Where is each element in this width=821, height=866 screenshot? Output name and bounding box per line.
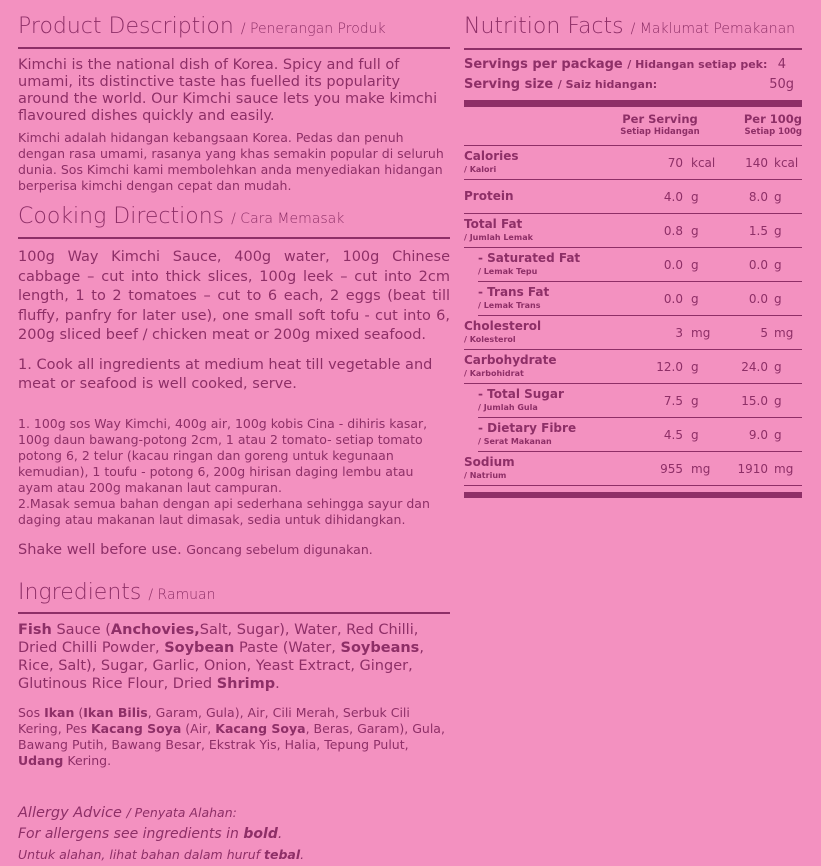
per-100g-value: 0.0: [748, 291, 768, 306]
allergen-soybean: Soybean: [164, 639, 235, 656]
per-serving-value: 4.5: [663, 427, 683, 442]
allergen-ikan-bilis: Ikan Bilis: [83, 704, 148, 720]
nutrient-name-ms: / Lemak Tepu: [478, 266, 538, 276]
ingredient-text: (: [74, 704, 84, 720]
nutrient-name-ms: / Natrium: [464, 470, 507, 480]
per-100g-unit: mg: [774, 461, 794, 476]
header-per-serving: [598, 113, 732, 139]
per-serving-unit: mg: [691, 325, 711, 340]
nutrient-name-ms: / Karbohidrat: [464, 368, 524, 378]
allergen-soybeans: Soybeans: [340, 639, 420, 656]
heading-en: Nutrition Facts: [464, 14, 624, 39]
heading-en: Product Description: [18, 14, 234, 39]
heading-ms: / Cara Memasak: [231, 211, 345, 227]
per-100g-value: 1910: [737, 461, 768, 476]
nutrient-name: - Dietary Fibre: [478, 420, 577, 435]
nutrition-row: [464, 180, 802, 214]
nutrition-facts-panel: [464, 12, 802, 498]
per-serving-unit: g: [691, 291, 699, 306]
ingredient-text: Sauce (: [51, 621, 111, 638]
servings-label-ms: / Hidangan setiap pek:: [627, 58, 768, 71]
per-serving-value: 3: [675, 325, 683, 340]
ingredient-text: .: [275, 675, 280, 692]
allergy-bold: bold: [243, 825, 278, 842]
per-serving-unit: g: [691, 359, 699, 374]
allergen-kacang-soya: Kacang Soya: [90, 720, 182, 736]
cooking-ms: 1. 100g sos Way Kimchi, 400g air, 100g kobis Cina - dihiris kasar, 100g daun bawang-potong 2cm, 1 atau 2 tomato- setiap tomato potong 6, 2 telur (kacau ringan dan goreng untuk kegunaan kemudian), 1 toufu - potong 6, 200g hirisan daging lembu atau ayam atau 200g makanan laut campuran.: [18, 415, 428, 495]
per-serving-value: 7.5: [663, 393, 683, 408]
per-serving-value: 12.0: [656, 359, 683, 374]
header-blank: [464, 113, 598, 139]
allergen-udang: Udang: [18, 752, 64, 768]
allergen-kacang-soya: Kacang Soya: [215, 720, 306, 736]
description-en: Kimchi is the national dish of Korea. Spicy and full of umami, its distinctive taste has fuelled its popularity around the world. Our Kimchi sauce lets you make kimchi flavoured dishes quickly and easily.: [18, 57, 438, 124]
per-serving-value: 70: [667, 155, 683, 170]
allergy-en: [18, 823, 450, 845]
nutrition-row: [478, 418, 802, 452]
per-100g-value: 24.0: [741, 359, 768, 374]
per-serving-value: 0.0: [663, 257, 683, 272]
shake-note: [18, 542, 450, 558]
nutrient-name-ms: / Lemak Trans: [478, 300, 541, 310]
header-per-100g: [732, 113, 802, 139]
nutrition-row: [464, 214, 802, 248]
cooking-step-en: 1. Cook all ingredients at medium heat till vegetable and meat or seafood is well cooked, serve.: [18, 356, 433, 392]
nutrient-name: - Saturated Fat: [478, 250, 581, 265]
heading-ms: / Penerangan Produk: [240, 21, 386, 37]
per-100g-value: 9.0: [748, 427, 768, 442]
nutrient-name-cell: [464, 150, 598, 176]
per-100g-value: 5: [760, 325, 768, 340]
description-ms: Kimchi adalah hidangan kebangsaan Korea. Pedas dan penuh dengan rasa umami, rasanya yang khas semakin popular di seluruh dunia. Sos Kimchi kami membolehkan anda menyediakan hidangan berperisa kimchi dengan cepat dan mudah.: [18, 130, 444, 193]
ingredient-text: Sos: [18, 704, 45, 720]
ingredient-text: (Air,: [181, 720, 216, 736]
servings-label-en: Servings per package: [464, 57, 623, 72]
allergy-text: .: [300, 846, 305, 862]
nutrient-name-cell: [464, 190, 598, 203]
allergy-ms: [18, 845, 450, 865]
nutrient-name: Protein: [464, 189, 514, 203]
allergy-text: Untuk alahan, lihat bahan dalam huruf: [18, 846, 264, 862]
servings-label: [464, 56, 767, 74]
nutrient-name-ms: / Serat Makanan: [478, 436, 552, 446]
nutrient-name: Cholesterol: [464, 318, 542, 333]
nutrition-row: [464, 316, 802, 350]
nutrient-name-ms: / Jumlah Gula: [478, 402, 538, 412]
bottom-thick-divider: [464, 492, 802, 498]
nutrition-heading: [464, 12, 802, 50]
ingredients-ms: [18, 705, 450, 769]
per-100g-unit: g: [774, 189, 782, 204]
nutrient-name-ms: / Kolesterol: [464, 334, 516, 344]
per-100g-value: 8.0: [748, 189, 768, 204]
header-per-serving-ms: Setiap Hidangan: [620, 127, 700, 137]
allergy-title-ms: / Penyata Alahan:: [126, 804, 237, 820]
allergen-ikan: Ikan: [44, 704, 75, 720]
per-serving-unit: g: [691, 393, 699, 408]
header-per-100g-ms: Setiap 100g: [744, 127, 802, 137]
size-value: 50g: [769, 77, 794, 92]
per-100g-value: 140: [745, 155, 768, 170]
per-serving-value: 955: [660, 461, 683, 476]
nutrient-name: - Trans Fat: [478, 284, 550, 299]
nutrient-name: - Total Sugar: [478, 386, 564, 401]
per-serving-value: 4.0: [663, 189, 683, 204]
nutrient-name: Total Fat: [464, 216, 523, 231]
per-serving-value: 0.0: [663, 291, 683, 306]
thick-divider: [464, 100, 802, 107]
per-serving-value: 0.8: [663, 223, 683, 238]
product-description-heading: [18, 12, 450, 49]
left-column: [18, 12, 450, 865]
ingredient-text: , Rice, Salt), Sugar, Garlic, Onion, Yeast Extract, Ginger, Glutinous Rice Flour, Dried: [18, 639, 424, 692]
nutrition-row: [478, 248, 802, 282]
per-100g-value: 15.0: [741, 393, 768, 408]
heading-ms: / Maklumat Pemakanan: [630, 21, 796, 37]
per-100g-unit: g: [774, 427, 782, 442]
cooking-directions-heading: [18, 202, 450, 239]
heading-en: Cooking Directions: [18, 204, 225, 229]
size-label: [464, 76, 657, 94]
size-label-ms: / Saiz hidangan:: [557, 78, 658, 91]
heading-ms: / Ramuan: [148, 586, 216, 603]
nutrient-name: Sodium: [464, 454, 515, 469]
allergy-heading: [18, 803, 450, 823]
per-serving-unit: g: [691, 189, 699, 204]
per-100g-unit: g: [774, 359, 782, 374]
nutrition-row: [464, 146, 802, 180]
nutrient-name-cell: [464, 218, 598, 244]
nutrition-row: [464, 350, 802, 384]
allergen-anchovies: Anchovies,: [110, 621, 200, 638]
per-serving-unit: g: [691, 427, 699, 442]
header-per-serving-en: Per Serving: [622, 112, 698, 126]
nutrition-row: [478, 384, 802, 418]
ingredients-heading: [18, 578, 450, 614]
ingredient-text: , Beras, Garam), Gula, Bawang Putih, Bawang Besar, Ekstrak Yis, Halia, Tepung Pulut,: [18, 720, 445, 752]
per-serving-unit: g: [691, 257, 699, 272]
ingredients-en: [18, 621, 450, 693]
per-serving-unit: kcal: [691, 155, 716, 170]
per-100g-value: 0.0: [748, 257, 768, 272]
nutrient-name-ms: / Jumlah Lemak: [464, 232, 533, 242]
nutrient-name-cell: [464, 320, 598, 346]
nutrient-name: Carbohydrate: [464, 352, 557, 367]
shake-ms: Goncang sebelum digunakan.: [186, 541, 373, 557]
allergy-advice: [18, 803, 450, 865]
nutrient-name-cell: [478, 286, 598, 312]
size-label-en: Serving size: [464, 77, 554, 92]
nutrient-name-cell: [478, 422, 598, 448]
nutrition-row: [464, 452, 802, 486]
per-100g-unit: g: [774, 223, 782, 238]
header-per-100g-en: Per 100g: [743, 112, 802, 126]
per-serving-unit: g: [691, 223, 699, 238]
servings-per-package: [464, 56, 802, 74]
per-100g-unit: g: [774, 291, 782, 306]
nutrient-name-cell: [478, 388, 598, 414]
ingredient-text: , Garam, Gula), Air, Cili Merah, Serbuk Cili Kering, Pes: [18, 704, 410, 736]
ingredient-text: Paste (Water,: [234, 639, 341, 656]
cooking-step-ms: 2.Masak semua bahan dengan api sederhana sehingga sayur dan daging atau makanan laut dimasak, sedia untuk dihidangkan.: [18, 495, 430, 527]
ingredient-text: Salt, Sugar), Water, Red Chilli, Dried Chilli Powder,: [18, 621, 419, 656]
allergy-bold: tebal: [263, 846, 301, 862]
cooking-ingredients-en: 100g Way Kimchi Sauce, 400g water, 100g Chinese cabbage – cut into thick slices, 100g leek – cut into 2cm length, 1 to 2 tomatoes – cut to 6 each, 2 eggs (beat till fluffy, panfry for later use), one small soft tofu - cut into 6, 200g sliced beef / chicken meat or 200g mixed seafood.: [18, 249, 450, 343]
nutrient-name-ms: / Kalori: [464, 164, 497, 174]
nutrient-name-cell: [464, 456, 598, 482]
allergen-shrimp: Shrimp: [216, 675, 276, 692]
allergen-fish: Fish: [18, 621, 52, 638]
allergy-title: Allergy Advice: [18, 804, 122, 821]
servings-value: 4: [777, 57, 786, 72]
per-100g-unit: g: [774, 393, 782, 408]
allergy-text: .: [277, 825, 283, 842]
heading-en: Ingredients: [18, 579, 142, 605]
shake-en: Shake well before use.: [18, 541, 182, 558]
per-100g-unit: g: [774, 257, 782, 272]
nutrition-rows: [464, 146, 802, 486]
ingredient-text: Kering.: [63, 752, 112, 768]
per-100g-unit: mg: [774, 325, 794, 340]
per-serving-unit: mg: [691, 461, 711, 476]
allergy-text: For allergens see ingredients in: [18, 825, 244, 842]
per-100g-value: 1.5: [748, 223, 768, 238]
per-100g-unit: kcal: [774, 155, 799, 170]
nutrition-row: [478, 282, 802, 316]
nutrition-table-header: [464, 107, 802, 146]
nutrient-name: Calories: [464, 148, 519, 163]
nutrient-name-cell: [478, 252, 598, 278]
nutrient-name-cell: [464, 354, 598, 380]
serving-size: [464, 76, 802, 94]
